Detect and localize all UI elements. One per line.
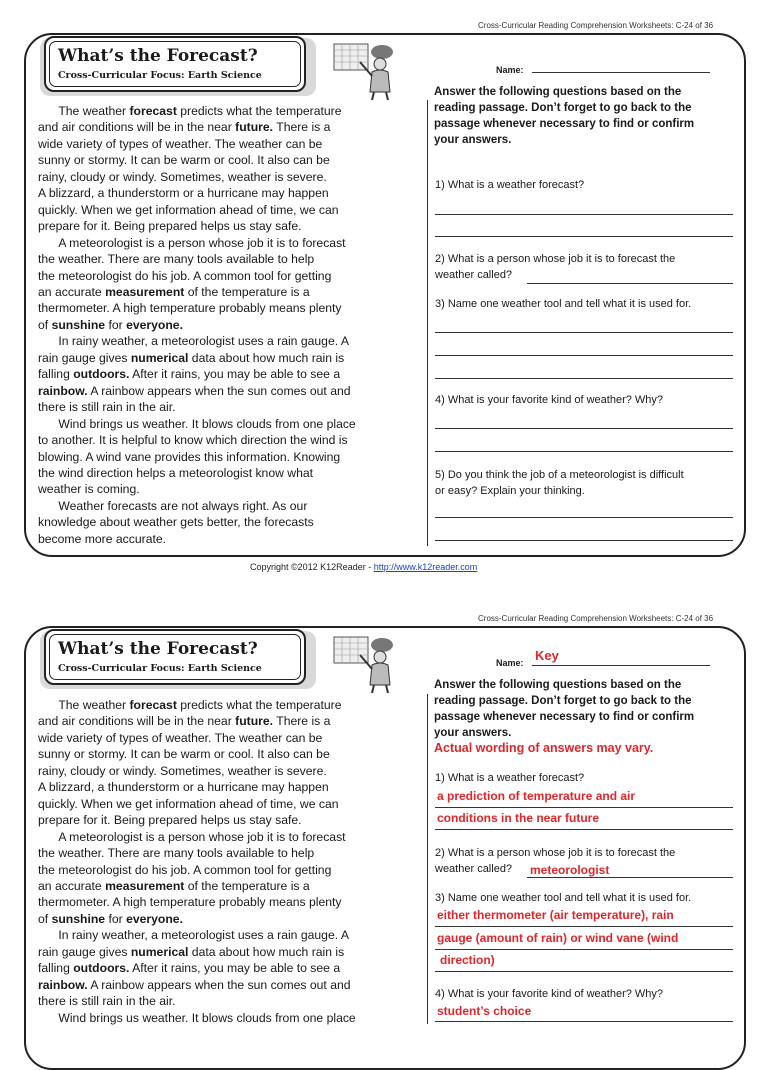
answer-3-line-3: direction) bbox=[440, 953, 495, 967]
answer-line[interactable] bbox=[435, 428, 733, 429]
answer-line[interactable] bbox=[435, 451, 733, 452]
answer-line[interactable] bbox=[435, 355, 733, 356]
title-box bbox=[44, 36, 306, 92]
reading-passage: The weather forecast predicts what the temperature and air conditions will be in the near future. There is a wide variety of types of weather. The weather can be sunny or stormy. It can be warm or cool. It also can be rainy, cloudy or windy. Sometimes, weather is severe. A blizzard, a thunderstorm or a hurricane may happen quickly. When we get information ahead of time, we can prepare for it. Being prepared helps us stay safe. A meteorologist is a person whose job it is to forecast the weather. There are many tools available to help the meteorologist do his job. A common tool for getting an accurate measurement of the temperature is a thermometer. A high temperature probably means plenty of sunshine for everyone. In rainy weather, a meteorologist uses a rain gauge. A rain gauge gives numerical data about how much rain is falling outdoors. After it rains, you may be able to see a rainbow. A rainbow appears when the sun comes out and there is still rain in the air. Wind brings us weather. It blows clouds from one place bbox=[38, 698, 356, 1025]
name-field[interactable] bbox=[532, 665, 710, 666]
question-2: 2) What is a person whose job it is to forecast the weather called? bbox=[435, 847, 676, 875]
answer-3-line-2: gauge (amount of rain) or wind vane (wind bbox=[437, 931, 679, 945]
answer-line[interactable] bbox=[435, 829, 733, 830]
answer-line[interactable] bbox=[527, 877, 733, 878]
answer-line[interactable] bbox=[527, 283, 733, 284]
meteorologist-illustration-icon bbox=[330, 633, 398, 695]
question-3: 3) Name one weather tool and tell what it is used for. bbox=[435, 892, 692, 904]
name-label: Name: bbox=[496, 658, 524, 668]
answer-line[interactable] bbox=[435, 971, 733, 972]
column-divider bbox=[427, 694, 428, 1024]
worksheet-header: Cross-Curricular Reading Comprehension Worksheets: C-24 of 36 bbox=[478, 614, 714, 623]
question-5: 5) Do you think the job of a meteorologist is difficult or easy? Explain your thinking. bbox=[435, 469, 684, 497]
answer-1-line-1: a prediction of temperature and air bbox=[437, 789, 636, 803]
instructions: Answer the following questions based on the reading passage. Don’t forget to go back to the passage whenever necessary to find or confirm your answers. bbox=[434, 86, 695, 146]
key-label: Key bbox=[535, 648, 559, 663]
question-1: 1) What is a weather forecast? bbox=[435, 772, 585, 784]
column-divider bbox=[427, 100, 428, 546]
answer-line[interactable] bbox=[435, 807, 733, 808]
question-3: 3) Name one weather tool and tell what it is used for. bbox=[435, 298, 692, 310]
name-label: Name: bbox=[496, 65, 524, 75]
answer-line[interactable] bbox=[435, 332, 733, 333]
answer-1-line-2: conditions in the near future bbox=[437, 811, 600, 825]
answer-line[interactable] bbox=[435, 1021, 733, 1022]
answer-line[interactable] bbox=[435, 926, 733, 927]
worksheet-title: What’s the Forecast? bbox=[58, 46, 258, 66]
reading-passage: The weather forecast predicts what the temperature and air conditions will be in the near future. There is a wide variety of types of weather. The weather can be sunny or stormy. It can be warm or cool. It also can be rainy, cloudy or windy. Sometimes, weather is severe. A blizzard, a thunderstorm or a hurricane may happen quickly. When we get information ahead of time, we can prepare for it. Being prepared helps us stay safe. A meteorologist is a person whose job it is to forecast the weather. There are many tools available to help the meteorologist do his job. A common tool for getting an accurate measurement of the temperature is a thermometer. A high temperature probably means plenty of sunshine for everyone. In rainy weather, a meteorologist uses a rain gauge. A rain gauge gives numerical data about how much rain is falling outdoors. After it rains, you may be able to see a rainbow. A rainbow appears when the sun comes out and there is still rain in the air. Wind brings us weather. It blows clouds from one place to another. It is helpful to know which direction the wind is blowing. A wind vane provides this information. Knowing the wind direction helps a meteorologist know what weather is coming. Weather forecasts are not always right. As our knowledge about weather gets better, the forecasts become more accurate. bbox=[38, 104, 356, 546]
answer-3-line-1: either thermometer (air temperature), rain bbox=[437, 908, 674, 922]
answer-line[interactable] bbox=[435, 949, 733, 950]
worksheet-subtitle: Cross-Curricular Focus: Earth Science bbox=[58, 663, 262, 674]
question-4: 4) What is your favorite kind of weather? Why? bbox=[435, 988, 664, 1000]
question-4: 4) What is your favorite kind of weather? Why? bbox=[435, 394, 664, 406]
answer-2: meteorologist bbox=[530, 863, 610, 877]
copyright: Copyright ©2012 K12Reader - http://www.k12reader.com bbox=[250, 562, 478, 572]
title-box bbox=[44, 629, 306, 685]
question-2: 2) What is a person whose job it is to forecast the weather called? bbox=[435, 253, 676, 281]
answer-line[interactable] bbox=[435, 214, 733, 215]
answer-line[interactable] bbox=[435, 236, 733, 237]
answer-line[interactable] bbox=[435, 540, 733, 541]
answer-note: Actual wording of answers may vary. bbox=[434, 741, 654, 755]
name-field[interactable] bbox=[532, 72, 710, 73]
answer-line[interactable] bbox=[435, 378, 733, 379]
answer-line[interactable] bbox=[435, 517, 733, 518]
meteorologist-illustration-icon bbox=[330, 40, 398, 102]
worksheet-header: Cross-Curricular Reading Comprehension Worksheets: C-24 of 36 bbox=[478, 21, 714, 30]
instructions: Answer the following questions based on the reading passage. Don’t forget to go back to the passage whenever necessary to find or confirm your answers. bbox=[434, 679, 695, 739]
answer-4: student’s choice bbox=[437, 1004, 532, 1018]
worksheet-subtitle: Cross-Curricular Focus: Earth Science bbox=[58, 70, 262, 81]
worksheet-title: What’s the Forecast? bbox=[58, 639, 258, 659]
k12reader-link[interactable]: http://www.k12reader.com bbox=[373, 562, 478, 572]
question-1: 1) What is a weather forecast? bbox=[435, 179, 585, 191]
